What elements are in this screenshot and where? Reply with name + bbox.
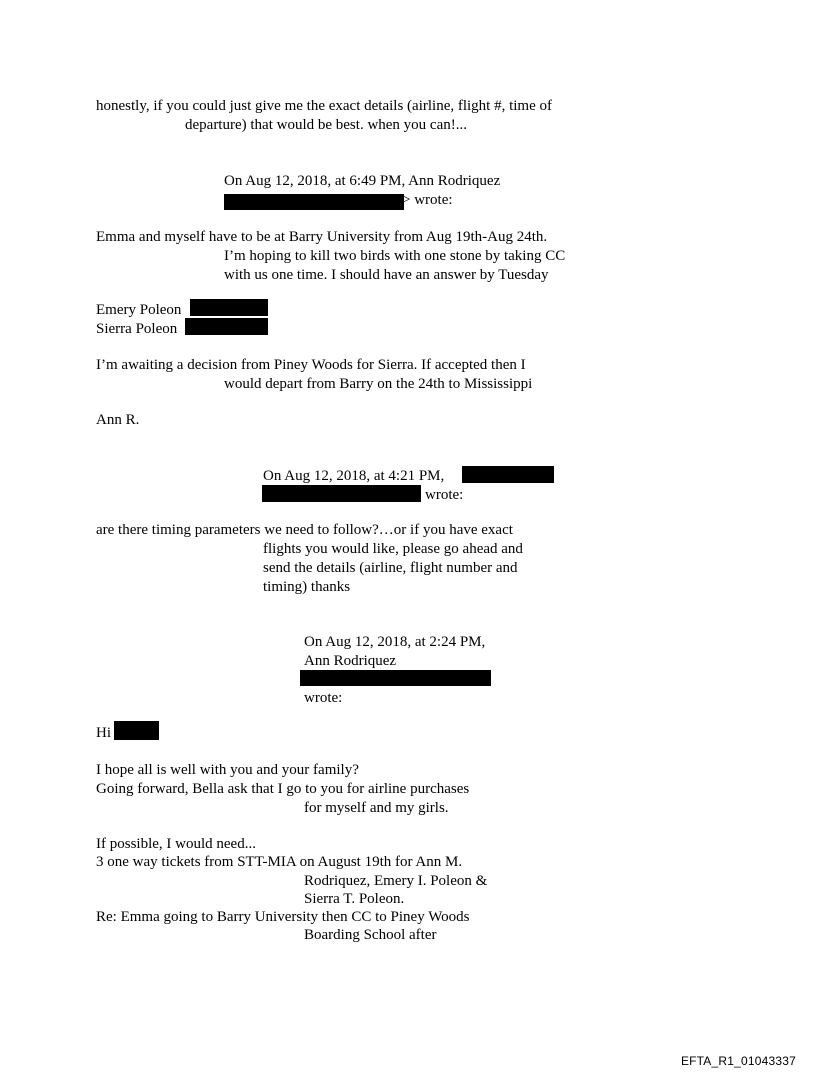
message-text-line: Going forward, Bella ask that I go to you for airline purchases xyxy=(96,781,470,797)
quote-header-line: On Aug 12, 2018, at 6:49 PM, Ann Rodriquez xyxy=(224,173,501,189)
signature: Ann R. xyxy=(96,412,140,428)
quote-header-line: wrote: xyxy=(425,487,464,503)
message-text-line: timing) thanks xyxy=(263,579,351,595)
redaction-bar xyxy=(224,194,404,210)
redaction-bar xyxy=(462,466,554,483)
message-text-line: would depart from Barry on the 24th to Mississippi xyxy=(224,376,533,392)
message-text-line: 3 one way tickets from STT-MIA on August 19th for Ann M. xyxy=(96,854,463,870)
contact-name: Emery Poleon xyxy=(96,302,182,318)
greeting: Hi xyxy=(96,725,111,741)
message-text-line: If possible, I would need... xyxy=(96,836,256,852)
contact-name: Sierra Poleon xyxy=(96,321,178,337)
reply-text-line: departure) that would be best. when you can!... xyxy=(185,117,467,133)
redaction-bar xyxy=(190,299,268,316)
message-text-line: Sierra T. Poleon. xyxy=(304,891,405,907)
redaction-bar xyxy=(300,670,491,686)
quote-header-line: Ann Rodriquez xyxy=(304,653,397,669)
redaction-bar xyxy=(262,485,421,502)
message-text-line: Re: Emma going to Barry University then CC to Piney Woods xyxy=(96,909,470,925)
message-text-line: I hope all is well with you and your family? xyxy=(96,762,359,778)
redaction-bar xyxy=(114,721,159,740)
reply-text-line: honestly, if you could just give me the exact details (airline, flight #, time of xyxy=(96,98,552,114)
message-text-line: Emma and myself have to be at Barry University from Aug 19th-Aug 24th. xyxy=(96,229,548,245)
quote-header-line: On Aug 12, 2018, at 4:21 PM, xyxy=(263,468,445,484)
quote-header-line: On Aug 12, 2018, at 2:24 PM, xyxy=(304,634,486,650)
redaction-bar xyxy=(185,318,268,335)
quote-header-line: wrote: xyxy=(304,690,343,706)
message-text-line: are there timing parameters we need to follow?…or if you have exact xyxy=(96,522,513,538)
quote-header-line: > wrote: xyxy=(402,192,453,208)
message-text-line: flights you would like, please go ahead and xyxy=(263,541,523,557)
message-text-line: Rodriquez, Emery I. Poleon & xyxy=(304,873,488,889)
message-text-line: with us one time. I should have an answer by Tuesday xyxy=(224,267,549,283)
message-text-line: for myself and my girls. xyxy=(304,800,449,816)
message-text-line: send the details (airline, flight number and xyxy=(263,560,518,576)
message-text-line: I’m hoping to kill two birds with one stone by taking CC xyxy=(224,248,566,264)
document-id: EFTA_R1_01043337 xyxy=(680,1054,796,1068)
message-text-line: Boarding School after xyxy=(304,927,437,943)
message-text-line: I’m awaiting a decision from Piney Woods for Sierra. If accepted then I xyxy=(96,357,526,373)
